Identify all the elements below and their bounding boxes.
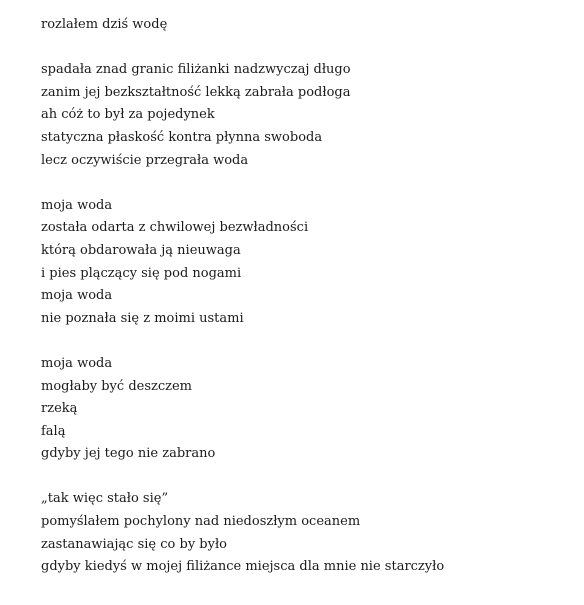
poem-line: i pies plączący się pod nogami xyxy=(41,265,242,281)
poem-line: nie poznała się z moimi ustami xyxy=(41,310,244,326)
poem-line: rozlałem dziś wodę xyxy=(41,17,168,32)
stanza-1 xyxy=(41,14,571,37)
poem-line: pomyślałem pochylony nad niedoszłym oceanem xyxy=(41,514,361,530)
poem-line: statyczna płaskość kontra płynna swoboda xyxy=(41,129,323,145)
poem-line: mogłaby być deszczem xyxy=(41,378,193,394)
stanza-3 xyxy=(41,195,571,331)
poem-line: którą obdarowała ją nieuwaga xyxy=(41,242,241,258)
poem-line: ah cóż to był za pojedynek xyxy=(41,107,215,123)
poem-line: gdyby jej tego nie zabrano xyxy=(41,446,216,462)
poem-line: zastanawiając się co by było xyxy=(41,536,227,552)
poem-line: moja woda xyxy=(41,355,113,371)
poem-line: gdyby kiedyś w mojej filiżance miejsca dla mnie nie starczyło xyxy=(41,559,445,575)
stanza-5 xyxy=(41,488,571,578)
stanza-4 xyxy=(41,353,571,466)
poem-line: „tak więc stało się” xyxy=(41,491,169,507)
poem-line: rzeką xyxy=(41,401,78,417)
poem-line: spadała znad granic filiżanki nadzwyczaj długo xyxy=(41,62,351,78)
poem-line: została odarta z chwilowej bezwładności xyxy=(41,220,309,236)
poem-line: lecz oczywiście przegrała woda xyxy=(41,152,249,168)
poem-text xyxy=(41,14,571,601)
poem-line: zanim jej bezkształtność lekką zabrała podłoga xyxy=(41,84,351,100)
poem-line: moja woda xyxy=(41,197,113,213)
stanza-2 xyxy=(41,59,571,172)
poem-line: moja woda xyxy=(41,288,113,304)
poem-line: falą xyxy=(41,423,66,439)
